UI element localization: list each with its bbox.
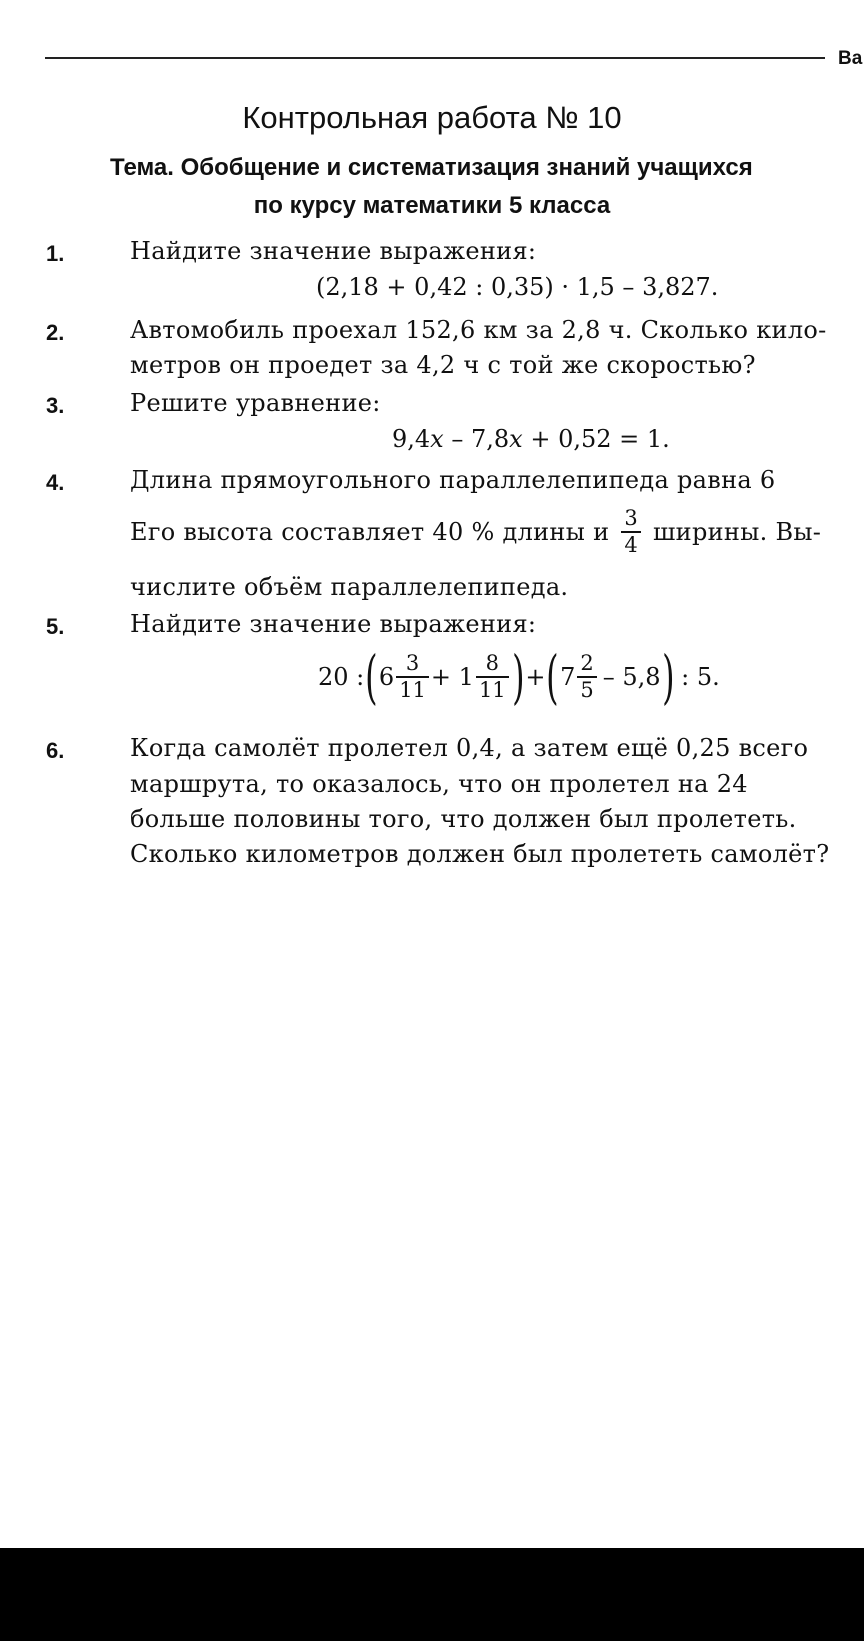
topic-line-1: Тема. Обобщение и систематизация знаний учащихся bbox=[110, 154, 753, 181]
fraction-3-11 bbox=[396, 653, 429, 701]
paren-close-2: ) bbox=[661, 643, 675, 711]
paren-close-1: ) bbox=[511, 643, 525, 711]
eq-coef-1: 9,4 bbox=[392, 425, 431, 453]
fraction-numerator: 3 bbox=[624, 506, 639, 530]
fraction-numerator: 2 bbox=[580, 651, 594, 675]
task-4-line-2-start: Его высота составляет 40 % длины и bbox=[130, 518, 610, 546]
task-3-equation bbox=[392, 425, 670, 453]
task-1-number: 1. bbox=[46, 241, 65, 266]
task-3-text: Решите уравнение: bbox=[130, 389, 381, 417]
task-5-text: Найдите значение выражения: bbox=[130, 610, 537, 638]
fraction-denominator: 5 bbox=[577, 676, 596, 701]
task-2-number: 2. bbox=[46, 320, 65, 345]
task-6-number: 6. bbox=[46, 738, 65, 763]
variant-label: Ва bbox=[838, 48, 863, 69]
task-5-number: 5. bbox=[46, 614, 65, 639]
task-6-line-2: маршрута, то оказалось, что он пролетел на 24 bbox=[130, 770, 748, 798]
task-6-line-4: Сколько километров должен был пролететь самолёт? bbox=[130, 840, 830, 868]
fraction-numerator: 8 bbox=[485, 651, 499, 675]
fraction-numerator: 3 bbox=[405, 651, 420, 675]
f5-plus-1: + 1 bbox=[430, 663, 474, 691]
f5-end: : 5. bbox=[681, 663, 720, 691]
task-6-line-1: Когда самолёт пролетел 0,4, а затем ещё 0,25 всего bbox=[130, 734, 809, 762]
fraction-denominator: 11 bbox=[476, 676, 509, 701]
task-1-formula: (2,18 + 0,42 : 0,35) · 1,5 – 3,827. bbox=[316, 273, 719, 301]
eq-rest: + 0,52 = 1. bbox=[522, 425, 670, 453]
task-4-number: 4. bbox=[46, 470, 65, 495]
task-4-line-1: Длина прямоугольного параллелепипеда равна 6 bbox=[130, 466, 776, 494]
page-title: Контрольная работа № 10 bbox=[242, 100, 622, 135]
fraction-2-5 bbox=[577, 653, 596, 701]
eq-var-2: x bbox=[509, 425, 523, 453]
paren-open-1: ( bbox=[365, 643, 378, 711]
f5-start: 20 : bbox=[318, 663, 365, 691]
task-2-line-2: метров он проедет за 4,2 ч с той же скоростью? bbox=[130, 351, 756, 379]
task-3-number: 3. bbox=[46, 393, 65, 418]
task-4-line-2-end: ширины. Вы- bbox=[653, 518, 822, 546]
task-4-line-2 bbox=[130, 508, 821, 556]
bottom-black-bar bbox=[0, 1548, 864, 1641]
topic-line-2: по курсу математики 5 класса bbox=[253, 192, 611, 219]
paren-open-2: ( bbox=[546, 643, 559, 711]
task-6-line-3: больше половины того, что должен был пролететь. bbox=[130, 805, 797, 833]
f5-minus: – 5,8 bbox=[602, 663, 661, 691]
top-rule bbox=[45, 57, 825, 59]
fraction-denominator: 4 bbox=[621, 531, 641, 556]
eq-coef-2: – 7,8 bbox=[443, 425, 510, 453]
f5-whole-1: 6 bbox=[378, 663, 395, 691]
task-1-text: Найдите значение выражения: bbox=[130, 237, 537, 265]
fraction-denominator: 11 bbox=[396, 676, 429, 701]
task-2-line-1: Автомобиль проехал 152,6 км за 2,8 ч. Сколько кило- bbox=[130, 316, 827, 344]
eq-var-1: x bbox=[430, 425, 444, 453]
task-5-formula bbox=[318, 643, 720, 711]
f5-whole-3: 7 bbox=[560, 663, 576, 691]
f5-plus-2: + bbox=[525, 663, 546, 691]
fraction-8-11 bbox=[476, 653, 509, 701]
task-4-line-3: числите объём параллелепипеда. bbox=[130, 573, 569, 601]
fraction-three-quarters bbox=[621, 508, 641, 556]
